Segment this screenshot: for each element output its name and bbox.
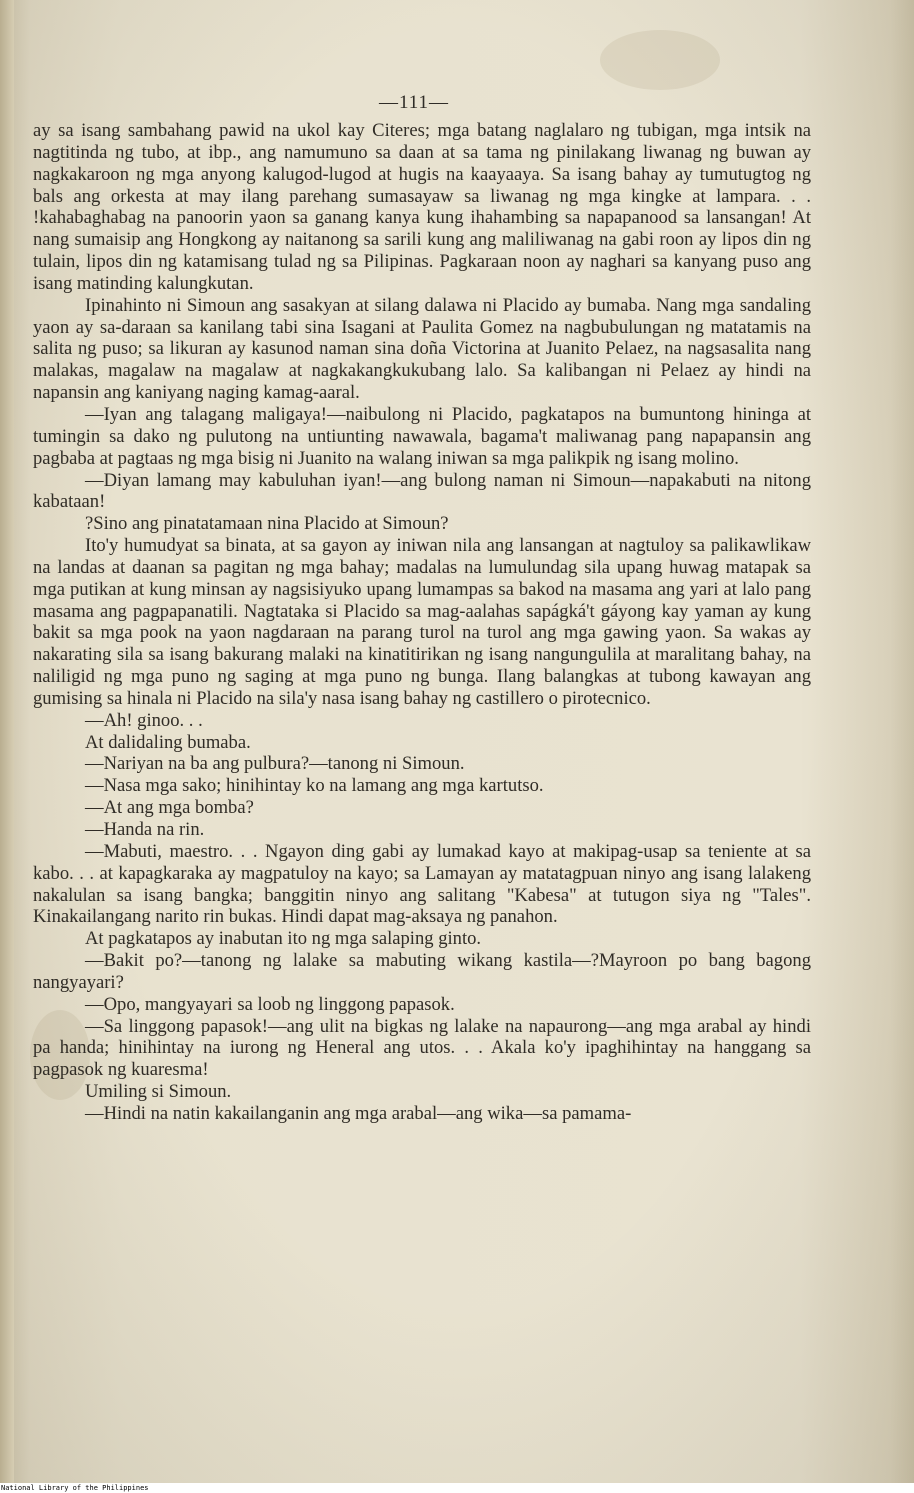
paragraph: —Handa na rin. (85, 819, 205, 840)
paragraph: —Ah! ginoo. . . (85, 709, 203, 731)
age-stain (600, 30, 720, 90)
paragraph-continuation: ay sa isang sambahang pawid na ukol kay Citeres; mga batang naglalaro ng tubigan, mga intsik na nagtitinda ng tubo, at ibp., ang namumuno sa daan at sa tama ng pinilakang liwanag ng buwan ay nagkakaroon ng mga anyong kalugod-lugod at hugis na kaayaaya. Sa isang bahay ay tumutugtog ng bals ang orkesta at may ilang parehang sumasayaw sa liwanag ng mga kingke at lampara. . . !kahabaghabag na panoorin yaon sa ganang kanya kung ihahambing sa napapanood sa lansangan! At nang sumaisip ang Hongkong ay naitanong sa sarili kung ang maliliwanag na gabi roon ay lipos din ng tulain, lipos din ng katamisang tulad ng sa Pilipinas. Pagkaraan noon ay naghari sa kanyang puso ang isang matinding kalungkutan. (33, 120, 811, 294)
paragraph: —Nariyan na ba ang pulbura?—tanong ni Simoun. (85, 753, 465, 775)
paragraph: —Diyan lamang may kabuluhan iyan!—ang bulong naman ni Simoun—napakabuti na nitong kabataan! (33, 469, 811, 513)
paragraph: —Nasa mga sako; hinihintay ko na lamang ang mga kartutso. (85, 775, 544, 797)
library-credit: National Library of the Philippines (1, 1484, 149, 1492)
paragraph-continues-next-page: —Hindi na natin kakailanganin ang mga arabal—ang wika—sa pamama- (85, 1102, 632, 1124)
paragraph: —Iyan ang talagang maligaya!—naibulong ni Placido, pagkatapos na bumuntong hininga at tumingin sa dako ng pulutong na untiunting nawawala, bagama't maliwanag pang napapansin ang pagbaba at pagtaas ng mga bisig ni Juanito na walang iniwan sa mga palikpik ng isang molino. (33, 403, 811, 469)
paragraph: —Bakit po?—tanong ng lalake sa mabuting wikang kastila—?Mayroon po bang bagong nangyayari? (33, 950, 811, 993)
paragraph: At pagkatapos ay inabutan ito ng mga salaping ginto. (85, 928, 482, 950)
paragraph: —Mabuti, maestro. . . Ngayon ding gabi ay lumakad kayo at makipag-usap sa teniente at sa kabo. . . at kapagkaraka ay magpatuloy na kayo; sa Lamayan ay matatagpuan ninyo ang isang lalakeng nakalulan sa isang bangka; banggitin ninyo ang salitang "Kabesa" at tutugon siya ng "Tales". Kinakailangang narito rin bukas. Hindi dapat mag-aksaya ng panahon. (33, 840, 811, 928)
scan-footer (0, 1484, 914, 1493)
paragraph: Umiling si Simoun. (85, 1081, 232, 1103)
paragraph: —Sa linggong papasok!—ang ulit na bigkas ng lalake na napaurong—ang mga arabal ay hindi pa handa; hinihintay na iurong ng Heneral ang utos. . . Akala ko'y ipaghihintay na hanggang sa pagpasok ng kuaresma! (33, 1015, 811, 1081)
paragraph: At dalidaling bumaba. (85, 731, 251, 753)
page-binding-edge (0, 0, 14, 1483)
page-number: —111— (378, 92, 450, 113)
paragraph: ?Sino ang pinatatamaan nina Placido at Simoun? (85, 513, 449, 535)
body-text (33, 120, 811, 1125)
paragraph: —Opo, mangyayari sa loob ng linggong papasok. (85, 993, 455, 1015)
paragraph: Ito'y humudyat sa binata, at sa gayon ay iniwan nila ang lansangan at nagtuloy sa palikawlikaw na landas at daanan sa pagitan ng mga bahay; madalas na lumulundag sila upang huwag matapak sa mga putikan at kung minsan ay nagsisiyuko upang lumampas sa bakod na masama ang yari at lalo pang masama ang pagpapanatili. Nagtataka si Placido sa mag-aalahas sapágká't gáyong kay yaman ay kung bakit sa mga pook na yaon nagdaraan na parang turol na turol ang mga gawing yaon. Sa wakas ay nakarating sila sa isang bakurang malaki na kinatitirikan ng isang nangungulila at maralitang bahay, na naliligid ng mga puno ng saging at mga puno ng bunga. Ilang balangkas at tubong kawayan ang gumising sa hinala ni Placido na sila'y nasa isang bahay ng castillero o pirotecnico. (33, 535, 811, 709)
paragraph: Ipinahinto ni Simoun ang sasakyan at silang dalawa ni Placido ay bumaba. Nang mga sandaling yaon ay sa-daraan sa kanilang tabi sina Isagani at Paulita Gomez na nagbubulungan ng matatamis na salita ng puso; sa likuran ay kasunod naman sina doña Victorina at Juanito Pelaez, na nagsasalita nang malakas, magalaw na magalaw at nagkakangkukubang lalo. Sa kalibangan ni Pelaez ay hindi na napansin ang kaniyang naging kamag-aaral. (33, 294, 811, 404)
paragraph: —At ang mga bomba? (85, 797, 254, 819)
